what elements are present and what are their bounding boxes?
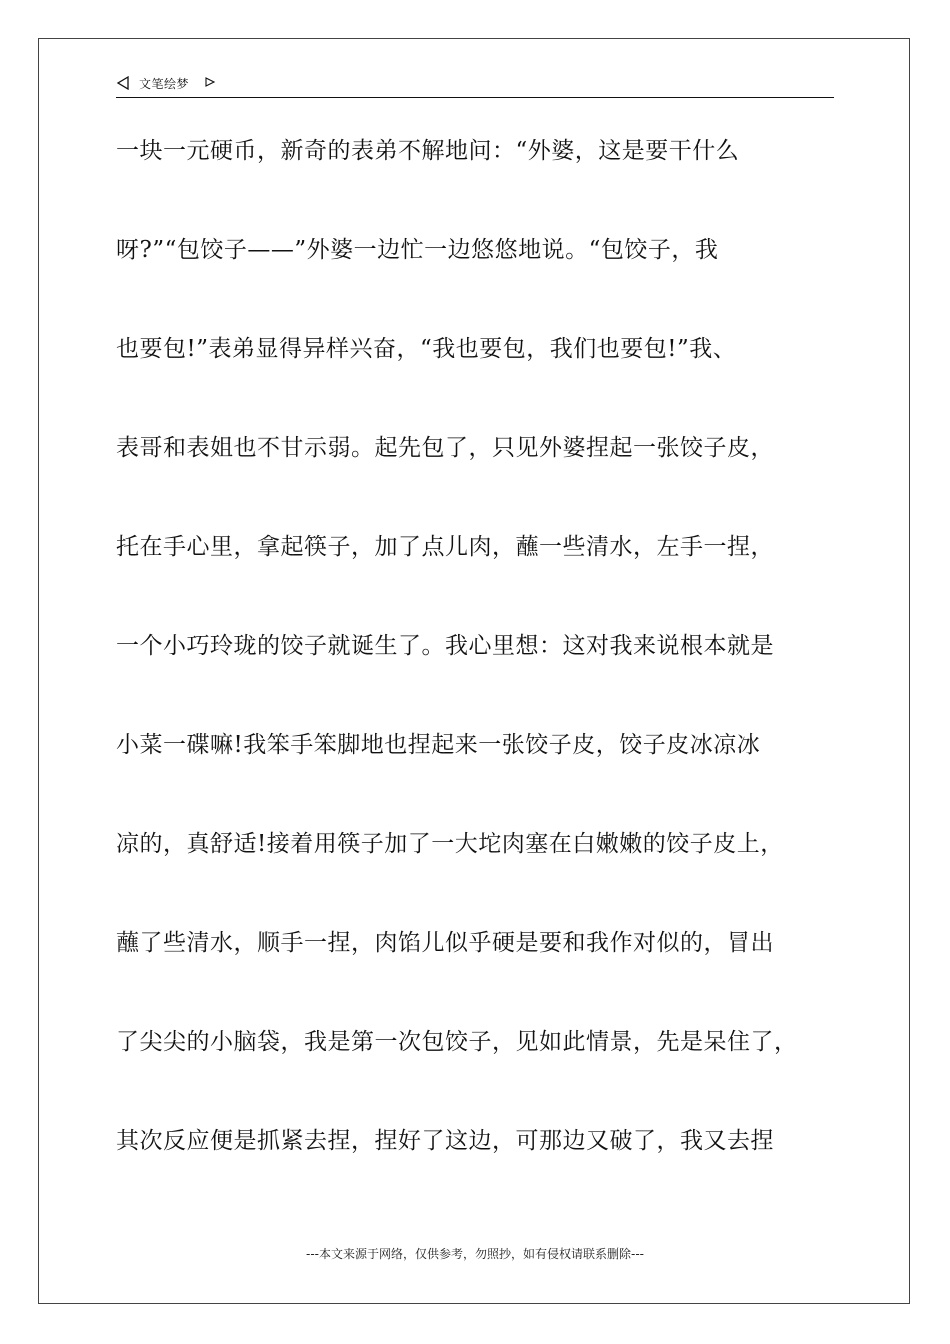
text-line: 了尖尖的小脑袋，我是第一次包饺子，见如此情景，先是呆住了， [116, 1029, 798, 1055]
left-triangle-icon [116, 76, 130, 90]
text-line: 凉的，真舒适!接着用筷子加了一大坨肉塞在白嫩嫩的饺子皮上， [116, 831, 784, 857]
text-line: 蘸了些清水，顺手一捏，肉馅儿似乎硬是要和我作对似的，冒出 [116, 930, 774, 956]
text-line: 呀?”“包饺子——”外婆一边忙一边悠悠地说。“包饺子，我 [116, 237, 719, 263]
text-line: 托在手心里，拿起筷子，加了点儿肉，蘸一些清水，左手一捏， [116, 534, 774, 560]
text-line: 一块一元硬币，新奇的表弟不解地问：“外婆，这是要干什么 [116, 138, 740, 164]
page-header [116, 74, 834, 98]
header-title: 文笔绘梦 [139, 77, 190, 91]
text-line: 表哥和表姐也不甘示弱。起先包了，只见外婆捏起一张饺子皮， [116, 435, 774, 461]
document-body [116, 128, 856, 1217]
text-line: 其次反应便是抓紧去捏，捏好了这边，可那边又破了，我又去捏 [116, 1128, 774, 1154]
footer-disclaimer: ---本文来源于网络，仅供参考，勿照抄，如有侵权请联系删除--- [306, 1247, 644, 1261]
text-line: 也要包!”表弟显得异样兴奋，“我也要包，我们也要包!”我、 [116, 336, 737, 362]
text-line: 一个小巧玲珑的饺子就诞生了。我心里想：这对我来说根本就是 [116, 633, 774, 659]
right-triangle-icon [205, 77, 215, 87]
text-line: 小菜一碟嘛!我笨手笨脚地也捏起来一张饺子皮，饺子皮冰凉冰 [116, 732, 761, 758]
